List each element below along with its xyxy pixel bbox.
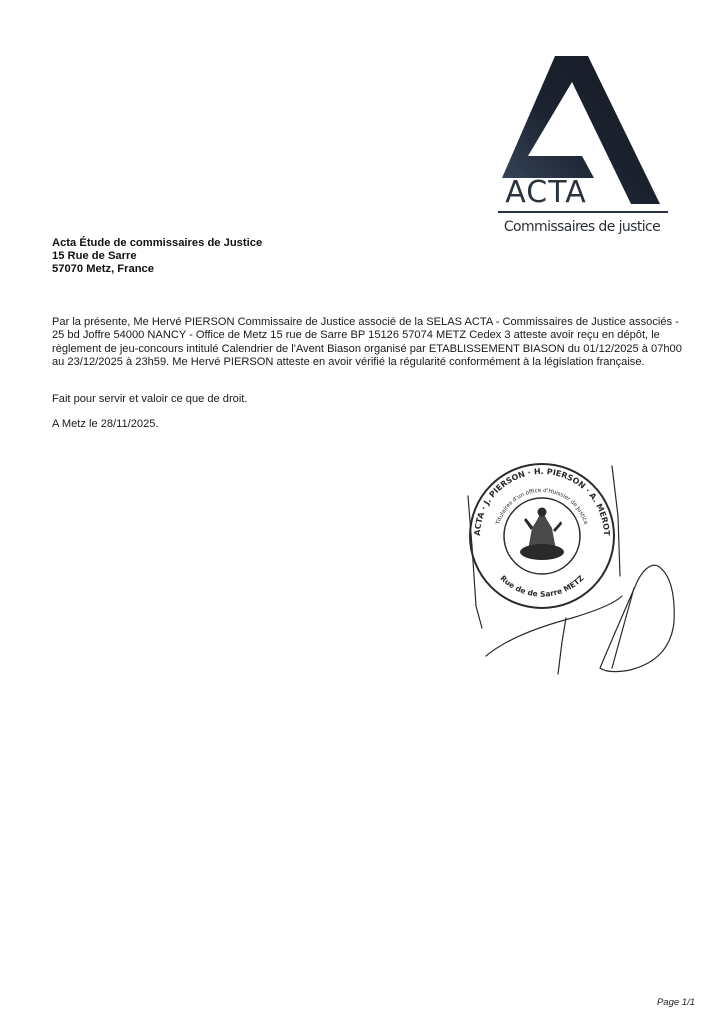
acta-a-mark-icon [488,52,676,216]
sender-name: Acta Étude de commissaires de Justice [52,237,263,249]
stamp-seal-icon [462,456,682,676]
stamp-outer-text: ACTA · J. PIERSON · H. PIERSON · A. MEROT [472,466,612,536]
handwritten-signature [468,466,674,674]
page-number: Page 1/1 [656,997,695,1008]
logo-wordmark: ACTA [505,175,587,210]
sender-street: 15 Rue de Sarre [52,250,137,262]
attestation-paragraph: Par la présente, Me Hervé PIERSON Commissaire de Justice associé de la SELAS ACTA - Commissaires de Justice associés - 25 bd Joffre 54000 NANCY - Office de Metz 15 rue de Sarre BP 15126 57074 METZ Cedex 3 atteste avoir reçu en dépôt, le règlement de jeu-concours intitulé Calendrier de l'Avent Biason organisé par ETABLISSEMENT BIASON du 01/12/2025 à 07h00 au 23/12/2025 à 23h59. Me Hervé PIERSON atteste en avoir vérifié la régularité conformément à la législation française. [52,316,682,368]
official-stamp-signature [462,456,682,676]
stamp-bottom-text: Rue de de Sarre METZ [498,573,586,599]
attestation-body [52,316,692,369]
sender-address [52,237,262,276]
logo-tagline: Commissaires de justice [503,219,661,235]
place-date: A Metz le 28/11/2025. [52,418,159,430]
stamp-emblem-icon [520,508,564,561]
stamp-inner-text: Titulaires d'un office d'Huissier de Justice [495,487,589,526]
acta-logo [488,52,676,242]
sender-city: 57070 Metz, France [52,263,154,275]
closing-line: Fait pour servir et valoir ce que de droit. [52,393,248,405]
